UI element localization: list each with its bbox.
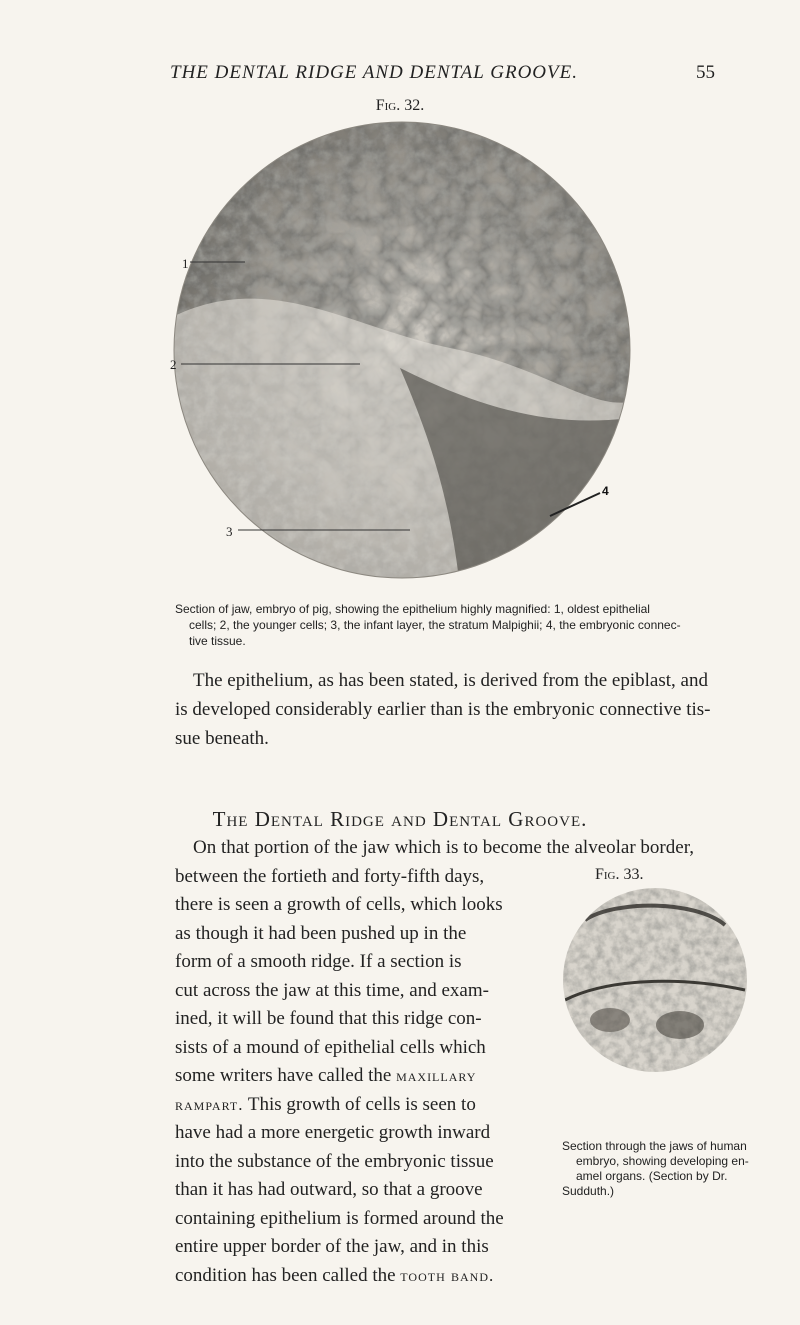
- running-header: [170, 62, 715, 88]
- running-title: THE DENTAL RIDGE AND DENTAL GROOVE.: [170, 62, 578, 83]
- text-line: than it has had outward, so that a groove: [175, 1179, 483, 1200]
- marker-2: 2: [170, 357, 177, 372]
- text-line: On that portion of the jaw which is to become the alveolar border,: [193, 837, 695, 858]
- text-line: ined, it will be found that this ridge con-: [175, 1008, 482, 1029]
- figure-33-label: Fig. 33.: [595, 866, 644, 883]
- figure-33-micrograph: [555, 880, 755, 1080]
- caption-line: Section of jaw, embryo of pig, showing the epithelium highly magnified: 1, oldest epithelial: [175, 602, 650, 616]
- text-line: have had a more energetic growth inward: [175, 1122, 491, 1143]
- marker-1: 1: [182, 256, 189, 271]
- text-line: cut across the jaw at this time, and exam-: [175, 979, 489, 1001]
- text-line: is developed considerably earlier than is the embryonic connective tis-: [175, 699, 711, 720]
- text-line: The epithelium, as has been stated, is derived from the epiblast, and: [193, 670, 708, 691]
- caption-line: amel organs. (Section by Dr.: [576, 1169, 728, 1183]
- caption-line: cells; 2, the younger cells; 3, the infant layer, the stratum Malpighii; 4, the embryonic connec-: [189, 618, 681, 632]
- text-line: between the fortieth and forty-fifth days,: [175, 865, 485, 887]
- marker-4: 4: [602, 484, 609, 498]
- text-line: [175, 1262, 694, 1291]
- caption-line: tive tissue.: [189, 634, 246, 648]
- paragraph-epithelium: [175, 666, 711, 753]
- text-line: into the substance of the embryonic tissue: [175, 1150, 494, 1172]
- figure-32-micrograph: [150, 118, 650, 588]
- text-line: sists of a mound of epithelial cells which: [175, 1036, 486, 1058]
- text-line: containing epithelium is formed around the: [175, 1207, 504, 1229]
- text-line: [175, 1091, 694, 1120]
- page-number: 55: [696, 62, 715, 83]
- caption-line: embryo, showing developing en-: [576, 1154, 749, 1168]
- term-rampart: rampart.: [175, 1094, 244, 1114]
- text-line: as though it had been pushed up in the: [175, 922, 467, 944]
- marker-3: 3: [226, 524, 233, 539]
- caption-line: Section through the jaws of human: [562, 1139, 747, 1153]
- text-span: This growth of cells is seen to: [243, 1093, 476, 1115]
- figure-33-caption: [562, 1139, 772, 1199]
- text-span: condition has been called the: [175, 1264, 401, 1286]
- term-tooth-band: tooth band.: [400, 1265, 495, 1285]
- figure-32-caption: [175, 601, 687, 649]
- term-maxillary: maxillary: [396, 1066, 477, 1085]
- text-line: sue beneath.: [175, 728, 269, 749]
- text-line: form of a smooth ridge. If a section is: [175, 951, 462, 972]
- text-line: entire upper border of the jaw, and in this: [175, 1236, 489, 1257]
- section-heading: The Dental Ridge and Dental Groove.: [212, 807, 588, 831]
- text-span: some writers have called the: [175, 1065, 397, 1086]
- text-line: there is seen a growth of cells, which looks: [175, 894, 503, 915]
- figure-32-label: Fig. 32.: [375, 97, 425, 114]
- caption-line: Sudduth.): [562, 1184, 615, 1198]
